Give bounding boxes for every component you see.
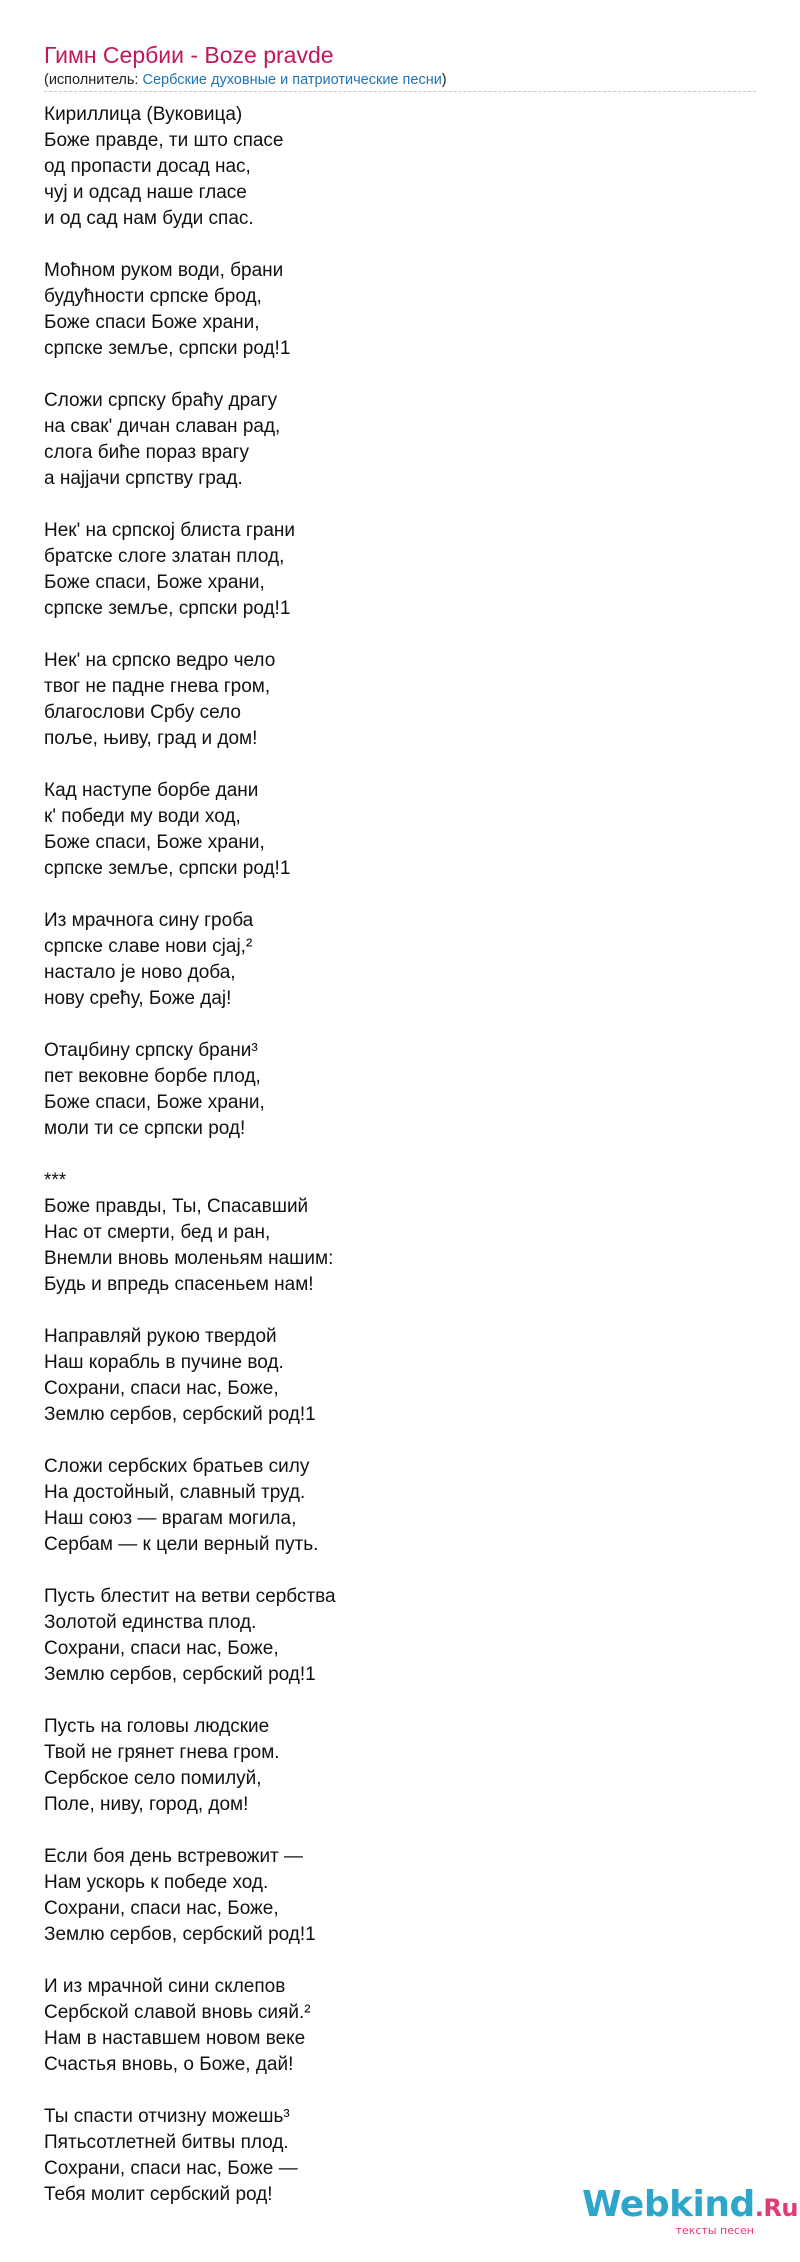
lyric-line: Боже спаси, Боже храни,	[44, 572, 265, 593]
lyric-line: српске земље, српски род!1	[44, 858, 291, 879]
lyric-line: Землю сербов, сербский род!1	[44, 1404, 316, 1425]
lyric-line: моли ти се српски род!	[44, 1118, 246, 1139]
lyric-line: ***	[44, 1170, 67, 1191]
lyric-line: Наш союз — врагам могила,	[44, 1508, 297, 1529]
lyric-line: Счастья вновь, о Боже, дай!	[44, 2054, 294, 2075]
lyric-line: Сохрани, спаси нас, Боже,	[44, 1378, 279, 1399]
lyric-line: Ты спасти отчизну можешь³	[44, 2106, 290, 2127]
lyric-line: Кад наступе борбе дани	[44, 780, 259, 801]
stanza	[44, 1454, 756, 1558]
lyric-line: Золотой единства плод.	[44, 1612, 257, 1633]
lyric-line: Будь и впредь спасеньем нам!	[44, 1274, 314, 1295]
lyric-line: српске земље, српски род!1	[44, 598, 291, 619]
lyrics-text	[44, 102, 756, 2234]
lyric-line: Тебя молит сербский род!	[44, 2184, 273, 2205]
stanza	[44, 388, 756, 492]
performer-suffix: )	[441, 72, 447, 88]
site-logo[interactable]	[582, 2184, 798, 2241]
lyric-line: чуј и одсад наше гласе	[44, 182, 247, 203]
stanza	[44, 908, 756, 1012]
stanza	[44, 778, 756, 882]
stanza	[44, 518, 756, 622]
lyric-line: Сербам — к цели верный путь.	[44, 1534, 319, 1555]
lyric-line: будућности српске брод,	[44, 286, 262, 307]
lyric-line: Нек' на српско ведро чело	[44, 650, 276, 671]
lyric-line: а најјачи српству град.	[44, 468, 243, 489]
lyric-line: Сербское село помилуй,	[44, 1768, 262, 1789]
lyric-line: Нек' на српској блиста грани	[44, 520, 296, 541]
lyric-line: Сохрани, спаси нас, Боже —	[44, 2158, 298, 2179]
lyric-line: Моћном руком води, брани	[44, 260, 284, 281]
lyric-line: поље, њиву, град и дом!	[44, 728, 258, 749]
stanza	[44, 1324, 756, 1428]
lyric-line: српске славе нови сјај,²	[44, 936, 253, 957]
lyric-line: Землю сербов, сербский род!1	[44, 1664, 316, 1685]
stanza	[44, 258, 756, 362]
lyric-line: Внемли вновь моленьям нашим:	[44, 1248, 334, 1269]
lyric-line: Нам ускорь к победе ход.	[44, 1872, 269, 1893]
performer-line	[44, 70, 756, 90]
lyric-line: Сербской славой вновь сияй.²	[44, 2002, 311, 2023]
lyric-line: Пусть блестит на ветви сербства	[44, 1586, 336, 1607]
lyric-line: пет вековне борбе плод,	[44, 1066, 261, 1087]
performer-link[interactable]: Сербские духовные и патриотические песни	[142, 72, 442, 88]
page-title: Гимн Сербии - Boze pravde	[44, 42, 334, 68]
lyric-line: Боже правде, ти што спасе	[44, 130, 284, 151]
performer-prefix: (исполнитель:	[44, 72, 143, 88]
lyric-line: На достойный, славный труд.	[44, 1482, 306, 1503]
lyric-line: од пропасти досад нас,	[44, 156, 251, 177]
lyric-line: к' победи му води ход,	[44, 806, 241, 827]
lyric-line: Пятьсотлетней битвы плод.	[44, 2132, 289, 2153]
stanza	[44, 1038, 756, 1142]
logo-brand: Webkind	[582, 2184, 755, 2225]
stanza	[44, 102, 756, 232]
lyric-line: Твой не грянет гнева гром.	[44, 1742, 280, 1763]
lyric-line: Направляй рукою твердой	[44, 1326, 277, 1347]
lyric-line: благослови Србу село	[44, 702, 241, 723]
lyric-line: Сохрани, спаси нас, Боже,	[44, 1898, 279, 1919]
logo-tagline: тексты песен	[675, 2224, 754, 2237]
lyric-line: Нас от смерти, бед и ран,	[44, 1222, 271, 1243]
lyric-line: Нам в наставшем новом веке	[44, 2028, 306, 2049]
lyric-line: Поле, ниву, город, дом!	[44, 1794, 249, 1815]
stanza	[44, 1714, 756, 1818]
lyric-line: братске слоге златан плод,	[44, 546, 285, 567]
lyric-line: Наш корабль в пучине вод.	[44, 1352, 284, 1373]
lyric-line: Если боя день встревожит —	[44, 1846, 304, 1867]
lyric-line: Пусть на головы людские	[44, 1716, 270, 1737]
lyric-line: твог не падне гнева гром,	[44, 676, 271, 697]
logo-tld: .Ru	[754, 2194, 798, 2222]
page-header	[44, 40, 756, 90]
lyric-line: Из мрачнога сину гроба	[44, 910, 254, 931]
stanza	[44, 648, 756, 752]
lyric-line: И из мрачной сини склепов	[44, 1976, 286, 1997]
stanza	[44, 1168, 756, 1298]
lyric-line: Сохрани, спаси нас, Боже,	[44, 1638, 279, 1659]
lyric-line: Кириллица (Вуковица)	[44, 104, 243, 125]
lyric-line: Боже правды, Ты, Спасавший	[44, 1196, 309, 1217]
stanza	[44, 1584, 756, 1688]
stanza	[44, 1974, 756, 2078]
lyric-line: Сложи сербских братьев силу	[44, 1456, 310, 1477]
lyric-line: на свак' дичан славан рад,	[44, 416, 281, 437]
lyric-line: Боже спаси, Боже храни,	[44, 1092, 265, 1113]
lyric-line: и од сад нам буди спас.	[44, 208, 254, 229]
lyric-line: Сложи српску браћу драгу	[44, 390, 278, 411]
lyric-line: српске земље, српски род!1	[44, 338, 291, 359]
lyric-line: нову срећу, Боже дај!	[44, 988, 232, 1009]
lyric-line: Боже спаси, Боже храни,	[44, 832, 265, 853]
lyric-line: Землю сербов, сербский род!1	[44, 1924, 316, 1945]
lyric-line: Боже спаси Боже храни,	[44, 312, 260, 333]
stanza	[44, 1844, 756, 1948]
header-divider	[44, 91, 756, 92]
lyric-line: слога биће пораз врагу	[44, 442, 250, 463]
lyric-line: настало је ново доба,	[44, 962, 236, 983]
logo-wordmark	[582, 2184, 798, 2228]
lyric-line: Отаџбину српску брани³	[44, 1040, 258, 1061]
